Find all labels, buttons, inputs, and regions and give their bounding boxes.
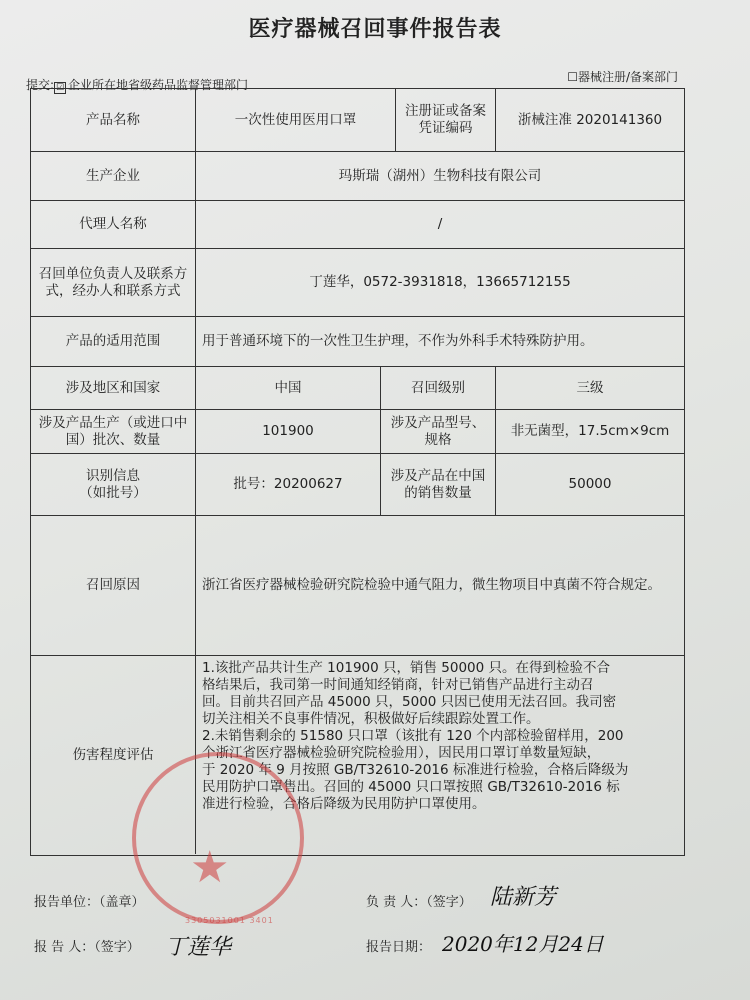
recall-level-value: 三级 — [496, 367, 684, 410]
harm-line: 个浙江省医疗器械检验研究院检验用），因民用口罩订单数量短缺， — [202, 745, 601, 761]
harm-line: 民用防护口罩售出。召回的 45000 只口罩按照 GB/T32610-2016 标 — [202, 779, 620, 795]
scope-label: 产品的适用范围 — [31, 317, 196, 367]
id-info-label — [31, 454, 196, 516]
responsible-label: 负 责 人：（签字） — [366, 895, 472, 910]
submit-label: 提交: — [26, 78, 55, 92]
manufacturer-label: 生产企业 — [31, 152, 196, 201]
reporter-label: 报 告 人：（签字） — [34, 940, 140, 955]
harm-line: 于 2020 年 9 月按照 GB/T32610-2016 标准进行检验，合格后降级为 — [202, 762, 629, 778]
agent-value: / — [196, 201, 684, 249]
sales-value: 50000 — [496, 454, 684, 516]
recall-level-label: 召回级别 — [381, 367, 496, 410]
harm-line: 准进行检验，合格后降级为民用防护口罩使用。 — [202, 796, 486, 812]
harm-line: 格结果后，我司第一时间通知经销商，针对已销售产品进行主动召 — [202, 677, 594, 693]
region-label: 涉及地区和国家 — [31, 367, 196, 410]
manufacturer-value: 玛斯瑞（湖州）生物科技有限公司 — [196, 152, 684, 201]
harm-label: 伤害程度评估 — [31, 656, 196, 854]
report-table — [30, 88, 685, 856]
id-info-value: 批号：20200627 — [196, 454, 381, 516]
harm-line: 2.未销售剩余的 51580 只口罩（该批有 120 个内部检验留样用，200 — [202, 728, 624, 744]
harm-line: 1.该批产品共计生产 101900 只，销售 50000 只。在得到检验不合 — [202, 660, 611, 676]
checked-box-icon: ☑ — [56, 83, 65, 93]
company-seal-icon — [132, 752, 304, 924]
reason-value: 浙江省医疗器械检验研究院检验中通气阻力，微生物项目中真菌不符合规定。 — [196, 516, 684, 656]
empty-box-icon: ☐ — [567, 70, 578, 84]
report-unit-label: 报告单位：（盖章） — [34, 895, 145, 910]
seal-number: 3305031001 3401 — [185, 916, 274, 925]
provincial-option: 企业所在地省级药品监督管理部门 — [68, 78, 249, 92]
seal-star-icon: ★ — [190, 842, 230, 893]
region-value: 中国 — [196, 367, 381, 410]
harm-line: 回。目前共召回产品 45000 只，5000 只因已使用无法召回。我司密 — [202, 694, 617, 710]
dept-line — [567, 68, 678, 85]
sales-label: 涉及产品在中国的销售数量 — [381, 454, 496, 516]
report-date-label: 报告日期： — [366, 940, 432, 955]
model-value: 非无菌型，17.5cm×9cm — [496, 410, 684, 454]
id-info-label-line-2: （如批号） — [79, 484, 147, 501]
contact-label: 召回单位负责人及联系方式，经办人和联系方式 — [31, 249, 196, 317]
product-name-value: 一次性使用医用口罩 — [196, 89, 396, 152]
contact-value: 丁莲华，0572-3931818，13665712155 — [196, 249, 684, 317]
product-name-label: 产品名称 — [31, 89, 196, 152]
document-title: 医疗器械召回事件报告表 — [248, 17, 502, 42]
model-label: 涉及产品型号、规格 — [381, 410, 496, 454]
agent-label: 代理人名称 — [31, 201, 196, 249]
responsible-signature: 陆新芳 — [490, 885, 557, 910]
batch-qty-label: 涉及产品生产（或进口中国）批次、数量 — [31, 410, 196, 454]
harm-line: 切关注相关不良事件情况，积极做好后续跟踪处置工作。 — [202, 711, 540, 727]
registration-value: 浙械注准 2020141360 — [496, 89, 684, 152]
registration-label: 注册证或备案凭证编码 — [396, 89, 496, 152]
reason-label: 召回原因 — [31, 516, 196, 656]
dept-option: 器械注册/备案部门 — [577, 70, 678, 84]
id-info-label-line-1: 识别信息 — [86, 467, 140, 484]
reporter-signature: 丁莲华 — [165, 935, 232, 960]
scope-value: 用于普通环境下的一次性卫生护理，不作为外科手术特殊防护用。 — [196, 317, 684, 367]
batch-qty-value: 101900 — [196, 410, 381, 454]
report-date-signature: 2020年12月24日 — [442, 932, 604, 956]
